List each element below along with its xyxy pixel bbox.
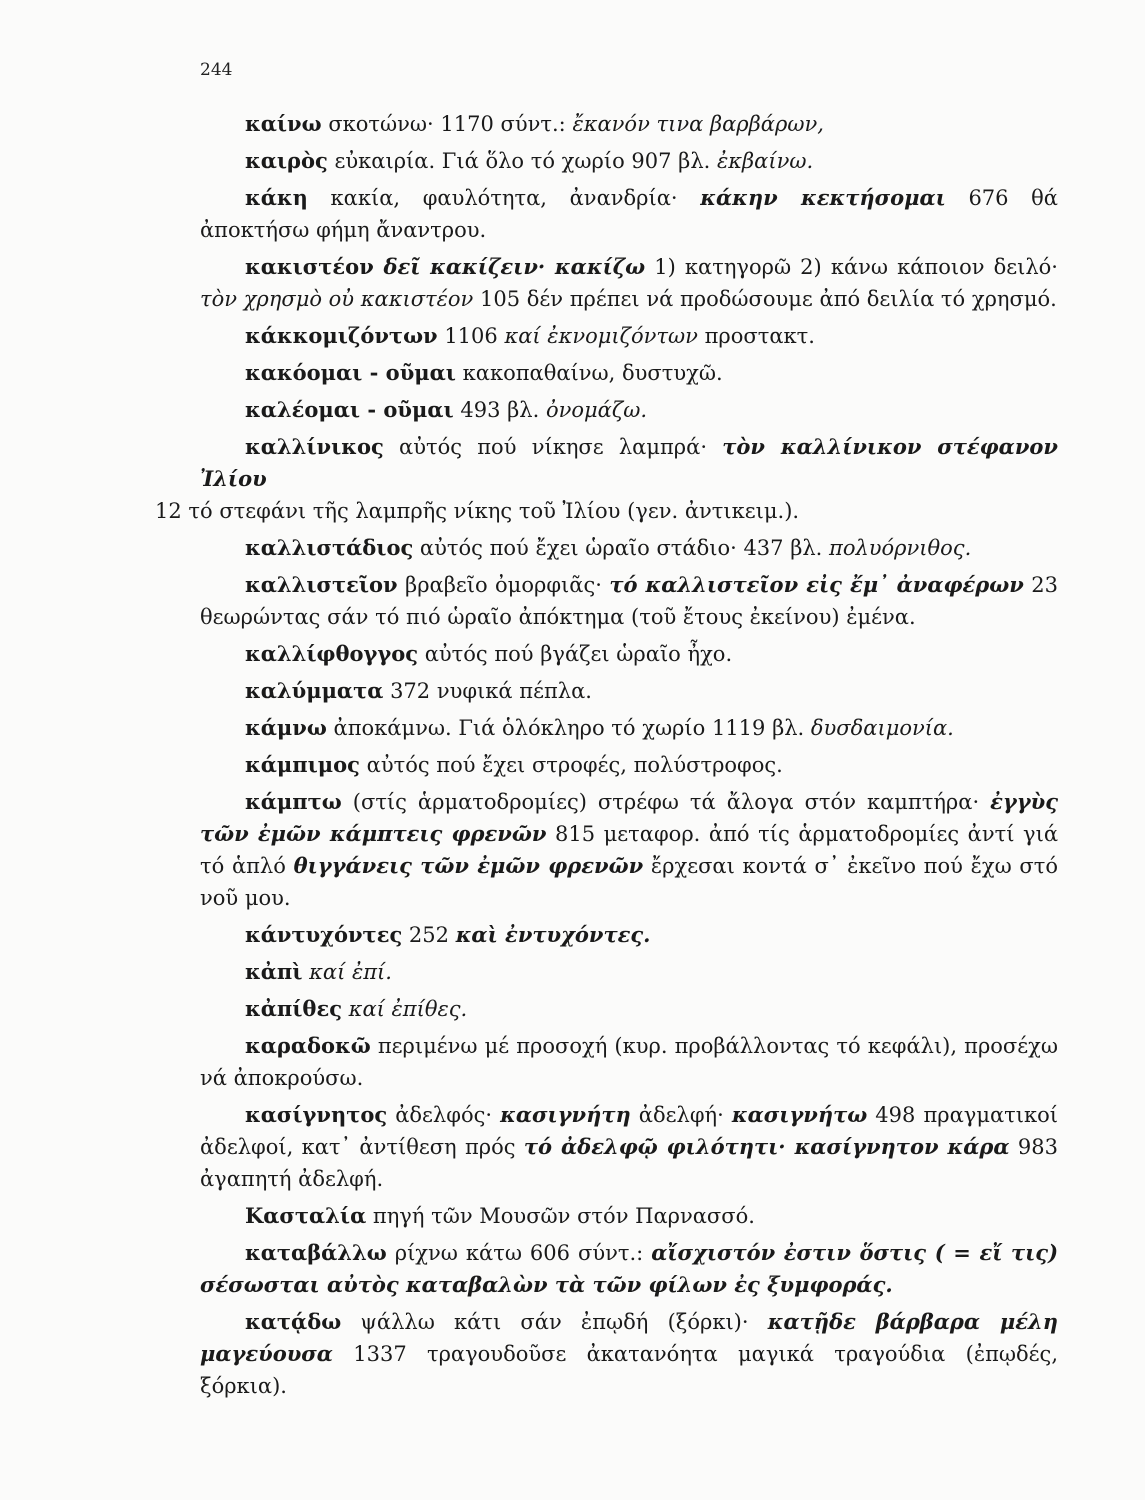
entry-text: προστακτ. [697, 324, 815, 348]
headword: καλέομαι - οῦμαι [245, 397, 454, 422]
entry [200, 145, 1058, 177]
headword: κακιστέον [245, 254, 374, 279]
entry-text: πηγή τῶν Μουσῶν στόν Παρνασσό. [366, 1204, 755, 1228]
entry [200, 1030, 1058, 1094]
entry-text: 1337 τραγουδοῦσε ἀκατανόητα μαγικά τραγούδια (ἐπῳδές, ξόρκια). [200, 1342, 1058, 1398]
entry-text: 493 βλ. [453, 398, 546, 422]
entry-quote: ἐκβαίνω. [716, 149, 814, 173]
entry-quote: τὸν καλλίνικον στέφανον Ἰλίου [200, 434, 1058, 491]
entry-text: 815 μεταφορ. ἀπό τίς ἁρματοδρομίες ἀντί γιά τό ἁπλό [200, 822, 1059, 878]
entry [200, 675, 1058, 707]
entry-quote: δυσδαιμονία. [810, 716, 954, 740]
entry [200, 182, 1058, 246]
entry [200, 532, 1058, 564]
entry-quote: τὸν χρησμὸ οὐ κακιστέον [200, 287, 474, 311]
entry-text: 23 θεωρώντας σάν τό πιό ὡραῖο ἀπόκτημα (τοῦ ἔτους ἐκείνου) ἐμένα. [200, 573, 1058, 629]
entry [200, 749, 1058, 781]
entry-text: περιμένω μέ προσοχή (κυρ. προβάλλοντας τό κεφάλι), προσέχω νά ἀποκρούσω. [200, 1034, 1058, 1090]
headword: κάκκομιζόντων [245, 323, 438, 348]
headword: κάντυχόντες [245, 922, 403, 947]
entry-quote: καί ἐπί. [302, 960, 392, 984]
entry-quote: ἔκανόν τινα βαρβάρων, [572, 112, 824, 136]
entry-text: ρίχνω κάτω 606 σύντ.: [386, 1241, 652, 1265]
entry-text: αὐτός πού ἔχει στροφές, πολύστροφος. [359, 753, 783, 777]
entry [155, 431, 1058, 527]
headword: κάκη [245, 185, 308, 210]
headword: κάμπιμος [245, 752, 360, 777]
headword: καλλίνικος [245, 434, 384, 459]
entry-text: κακοπαθαίνω, δυστυχῶ. [455, 361, 723, 385]
entry [200, 1306, 1058, 1402]
headword: καίνω [245, 111, 322, 136]
entry [200, 108, 1058, 140]
entry-text: ἔρχεσαι κοντά σ᾽ ἐκεῖνο πού ἔχω στό νοῦ μου. [200, 854, 1058, 910]
entry-quote: ὀνομάζω. [545, 398, 647, 422]
entry-text: ἀδελφή· [630, 1103, 732, 1127]
dictionary-entries [155, 108, 1059, 1407]
entry [200, 993, 1058, 1025]
entry [200, 919, 1058, 951]
headword: καλλιστεῖον [245, 572, 398, 597]
headword: κακόομαι - οῦμαι [245, 360, 456, 385]
entry [200, 1200, 1058, 1232]
entry-text: αὐτός πού ἔχει ὡραῖο στάδιο· 437 βλ. [413, 536, 830, 560]
headword: καιρὸς [245, 148, 328, 173]
headword: καλύμματα [245, 678, 384, 703]
entry-text: ψάλλω κάτι σάν ἐπῳδή (ξόρκι)· [341, 1310, 768, 1334]
headword: κατᾴδω [245, 1309, 342, 1334]
entry-quote: κατῇδε βάρβαρα μέλη μαγεύουσα [200, 1309, 1059, 1366]
entry [200, 569, 1058, 633]
entry-text: σκοτώνω· 1170 σύντ.: [321, 112, 573, 136]
entry-quote: αἴσχιστόν ἐστιν ὅστις ( = εἴ τις) σέσωσται αὐτὸς καταβαλὼν τὰ τῶν φίλων ἐς ξυμφοράς. [200, 1240, 1058, 1297]
page-number: 244 [200, 60, 233, 80]
entry-quote: τό ἀδελφῷ φιλότητι· κασίγνητον κάρα [523, 1134, 1010, 1159]
entry-quote: κάκην κεκτήσομαι [700, 185, 946, 210]
entry [200, 786, 1058, 914]
entry-quote: πολυόρνιθος. [829, 536, 972, 560]
entry [200, 320, 1058, 352]
entry-quote: καὶ ἐντυχόντες. [455, 922, 651, 947]
entry [200, 394, 1058, 426]
entry-text: (στίς ἁρματοδρομίες) στρέφω τά ἄλογα στόν καμπτήρα· [341, 790, 991, 814]
headword: καλλίφθογγος [245, 641, 419, 666]
entry-text: 983 ἀγαπητή ἀδελφή. [200, 1135, 1058, 1191]
entry-quote: δεῖ κακίζειν· κακίζω [373, 254, 646, 279]
entry-text: αὐτός πού βγάζει ὡραῖο ἦχο. [418, 642, 733, 666]
entry-text: τό στεφάνι τῆς λαμπρῆς νίκης τοῦ Ἰλίου (γεν. ἀντικειμ.). [181, 499, 800, 523]
entry-text: 676 θά ἀποκτήσω φήμη ἄναντρου. [200, 186, 1058, 242]
entry-text: 372 νυφικά πέπλα. [383, 679, 592, 703]
entry-text: 105 δέν πρέπει νά προδώσουμε ἀπό δειλία τό χρησμό. [473, 287, 1057, 311]
entry [200, 1099, 1058, 1195]
entry-text: 1106 [437, 324, 505, 348]
entry [200, 251, 1058, 315]
headword: Κασταλία [245, 1203, 367, 1228]
headword: κάμπτω [245, 789, 342, 814]
entry-text: εὐκαιρία. Γιά ὅλο τό χωρίο 907 βλ. [327, 149, 717, 173]
entry [200, 956, 1058, 988]
entry [200, 1237, 1058, 1301]
entry-text: κακία, φαυλότητα, ἀνανδρία· [307, 186, 701, 210]
entry-text: 252 [402, 923, 456, 947]
entry-text: ἀποκάμνω. Γιά ὁλόκληρο τό χωρίο 1119 βλ. [326, 716, 811, 740]
headword: καλλιστάδιος [245, 535, 414, 560]
entry-text: ἀδελφός· [387, 1103, 501, 1127]
headword: καταβάλλω [245, 1240, 387, 1265]
entry-quote: καί ἐκνομιζόντων [504, 324, 698, 348]
headword: κἀπὶ [245, 959, 303, 984]
headword: κασίγνητος [245, 1102, 388, 1127]
entry-text: 498 πραγματικοί ἀδελφοί, κατ᾽ ἀντίθεση πρός [200, 1103, 1059, 1159]
entry-text: αὐτός πού νίκησε λαμπρά· [383, 435, 723, 459]
headword: κάμνω [245, 715, 327, 740]
entry-text: βραβεῖο ὀμορφιᾶς· [397, 573, 610, 597]
entry-quote: κασιγνήτω [731, 1102, 868, 1127]
entry-quote: κασιγνήτη [500, 1102, 631, 1127]
entry [200, 357, 1058, 389]
entry-quote: τό καλλιστεῖον εἰς ἔμ᾽ ἀναφέρων [609, 572, 1024, 597]
entry-quote: ἐγγὺς τῶν ἐμῶν κάμπτεις φρενῶν [200, 789, 1058, 846]
entry-text: 1) κατηγορῶ 2) κάνω κάποιον δειλό· [645, 255, 1058, 279]
entry-quote: καί ἐπίθες. [342, 997, 468, 1021]
entry [200, 712, 1058, 744]
entry-quote: θιγγάνεις τῶν ἐμῶν φρενῶν [293, 853, 644, 878]
headword: καραδοκῶ [245, 1033, 371, 1058]
headword: κἀπίθες [245, 996, 342, 1021]
entry [200, 638, 1058, 670]
line-number-marker: 12 [155, 499, 182, 523]
